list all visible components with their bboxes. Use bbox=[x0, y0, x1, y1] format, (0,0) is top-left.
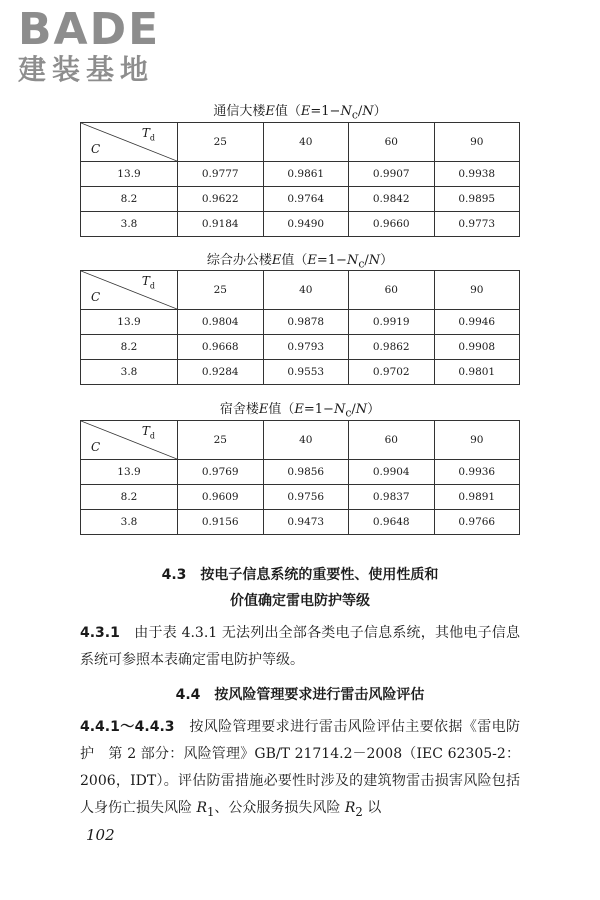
value-cell: 0.9842 bbox=[349, 187, 435, 212]
e-value-table-telecom bbox=[80, 122, 520, 237]
section-4-3-title-line1: 4.3 按电子信息系统的重要性、使用性质和 bbox=[161, 567, 439, 583]
row-label: 8.2 bbox=[81, 335, 178, 360]
row-label: 3.8 bbox=[81, 360, 178, 385]
value-cell: 0.9895 bbox=[434, 187, 520, 212]
table-row bbox=[81, 460, 520, 485]
table-header-row bbox=[81, 271, 520, 310]
value-cell: 0.9184 bbox=[178, 212, 264, 237]
table-row bbox=[81, 212, 520, 237]
header-cell: 25 bbox=[178, 421, 264, 460]
c-label: C bbox=[91, 290, 101, 304]
row-label: 8.2 bbox=[81, 187, 178, 212]
logo-wordmark: BADE bbox=[18, 4, 161, 55]
clause-number: 4.4.1～4.4.3 bbox=[80, 719, 175, 735]
header-cell: 40 bbox=[263, 271, 349, 310]
value-cell: 0.9156 bbox=[178, 510, 264, 535]
c-label: C bbox=[91, 440, 101, 454]
paragraph-4-3-1: 4.3.1 由于表 4.3.1 无法列出全部各类电子信息系统，其他电子信息系统可参照本表确定雷电防护等级。 bbox=[80, 625, 520, 668]
header-cell: 60 bbox=[349, 271, 435, 310]
table-row bbox=[81, 335, 520, 360]
value-cell: 0.9660 bbox=[349, 212, 435, 237]
value-cell: 0.9878 bbox=[263, 310, 349, 335]
value-cell: 0.9490 bbox=[263, 212, 349, 237]
e-value-table-dormitory bbox=[80, 420, 520, 535]
e-value-table-office bbox=[80, 270, 520, 385]
value-cell: 0.9907 bbox=[349, 162, 435, 187]
header-cell: 40 bbox=[263, 123, 349, 162]
table-row bbox=[81, 360, 520, 385]
value-cell: 0.9856 bbox=[263, 460, 349, 485]
section-4-3-title-line2: 价值确定雷电防护等级 bbox=[230, 593, 370, 609]
row-label: 13.9 bbox=[81, 162, 178, 187]
c-label: C bbox=[91, 142, 101, 156]
header-cell: 25 bbox=[178, 123, 264, 162]
value-cell: 0.9936 bbox=[434, 460, 520, 485]
header-cell: 40 bbox=[263, 421, 349, 460]
value-cell: 0.9804 bbox=[178, 310, 264, 335]
value-cell: 0.9777 bbox=[178, 162, 264, 187]
value-cell: 0.9801 bbox=[434, 360, 520, 385]
value-cell: 0.9908 bbox=[434, 335, 520, 360]
logo-subtitle: 建装基地 bbox=[18, 53, 155, 86]
td-label: $T_d$ bbox=[141, 274, 155, 291]
value-cell: 0.9793 bbox=[263, 335, 349, 360]
table-row bbox=[81, 485, 520, 510]
page-number: 102 bbox=[86, 826, 115, 844]
table-caption-3: 宿舍楼E值$(E=1-N_c/N)$ bbox=[219, 402, 381, 420]
td-label: $T_d$ bbox=[141, 126, 155, 143]
table-row bbox=[81, 510, 520, 535]
value-cell: 0.9837 bbox=[349, 485, 435, 510]
value-cell: 0.9764 bbox=[263, 187, 349, 212]
value-cell: 0.9702 bbox=[349, 360, 435, 385]
table-row bbox=[81, 162, 520, 187]
value-cell: 0.9609 bbox=[178, 485, 264, 510]
row-label: 3.8 bbox=[81, 510, 178, 535]
value-cell: 0.9648 bbox=[349, 510, 435, 535]
diagonal-header-cell bbox=[81, 421, 178, 460]
value-cell: 0.9862 bbox=[349, 335, 435, 360]
value-cell: 0.9553 bbox=[263, 360, 349, 385]
header-cell: 90 bbox=[434, 123, 520, 162]
value-cell: 0.9861 bbox=[263, 162, 349, 187]
clause-number: 4.3.1 bbox=[80, 625, 120, 641]
value-cell: 0.9891 bbox=[434, 485, 520, 510]
bade-logo bbox=[18, 4, 161, 86]
table-caption-2: 综合办公楼E值$(E=1-N_c/N)$ bbox=[206, 253, 394, 271]
value-cell: 0.9473 bbox=[263, 510, 349, 535]
row-label: 8.2 bbox=[81, 485, 178, 510]
td-label: $T_d$ bbox=[141, 424, 155, 441]
diagonal-header-cell bbox=[81, 271, 178, 310]
value-cell: 0.9938 bbox=[434, 162, 520, 187]
table-row bbox=[81, 187, 520, 212]
diagonal-header-cell bbox=[81, 123, 178, 162]
section-4-4-title: 4.4 按风险管理要求进行雷击风险评估 bbox=[175, 687, 425, 703]
table-header-row bbox=[81, 123, 520, 162]
row-label: 3.8 bbox=[81, 212, 178, 237]
row-label: 13.9 bbox=[81, 310, 178, 335]
value-cell: 0.9756 bbox=[263, 485, 349, 510]
table-row bbox=[81, 310, 520, 335]
table-caption-1: 通信大楼E值$(E=1-N_c/N)$ bbox=[213, 104, 387, 122]
header-cell: 90 bbox=[434, 271, 520, 310]
value-cell: 0.9904 bbox=[349, 460, 435, 485]
value-cell: 0.9766 bbox=[434, 510, 520, 535]
table-header-row bbox=[81, 421, 520, 460]
header-cell: 25 bbox=[178, 271, 264, 310]
paragraph-4-4: 4.4.1～4.4.3 按风险管理要求进行雷击风险评估主要依据《雷电防护 第 2 部分：风险管理》GB/T 21714.2－2008（IEC 62305-2：2006，IDT）。评估防雷措施必要性时涉及的建筑物雷击损害风险包括人身伤亡损失风险 $R_1$、公众服务损失风险 $R_2$ 以 bbox=[80, 719, 520, 819]
value-cell: 0.9773 bbox=[434, 212, 520, 237]
header-cell: 60 bbox=[349, 421, 435, 460]
value-cell: 0.9284 bbox=[178, 360, 264, 385]
value-cell: 0.9919 bbox=[349, 310, 435, 335]
row-label: 13.9 bbox=[81, 460, 178, 485]
header-cell: 60 bbox=[349, 123, 435, 162]
value-cell: 0.9622 bbox=[178, 187, 264, 212]
header-cell: 90 bbox=[434, 421, 520, 460]
value-cell: 0.9769 bbox=[178, 460, 264, 485]
value-cell: 0.9668 bbox=[178, 335, 264, 360]
value-cell: 0.9946 bbox=[434, 310, 520, 335]
